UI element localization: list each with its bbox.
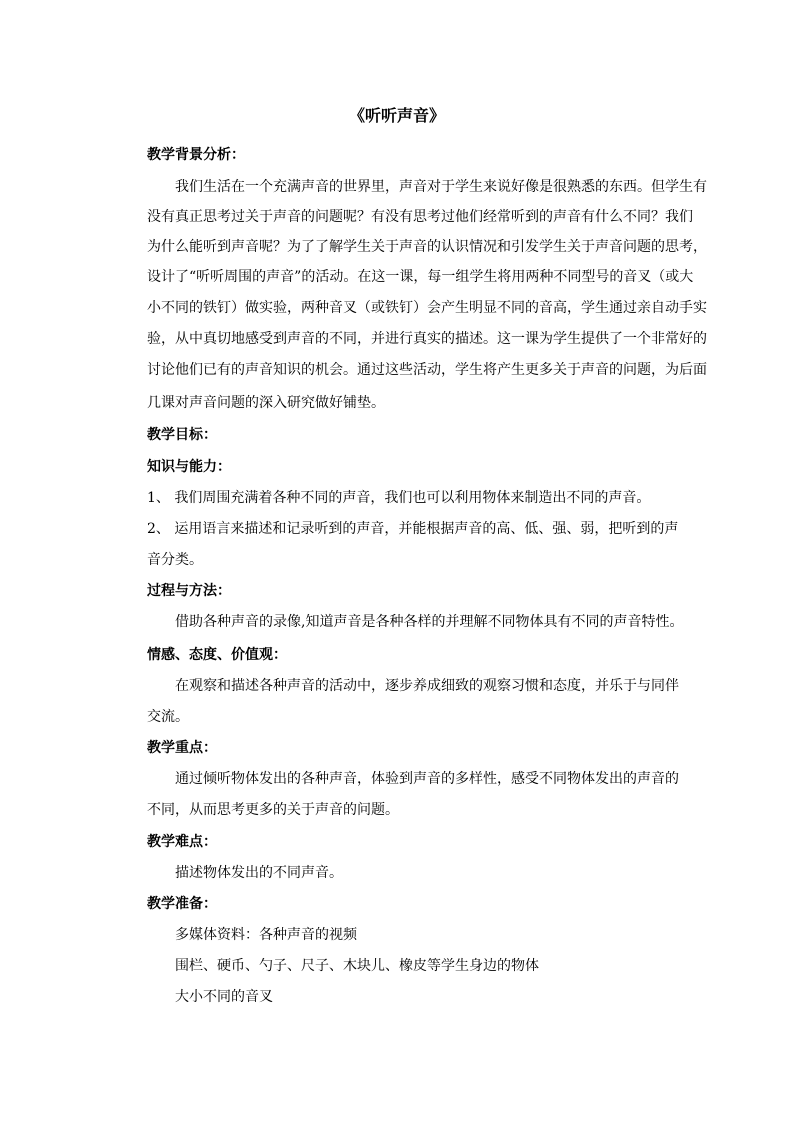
preparation-item: 围栏、硬币、勺子、尺子、木块儿、橡皮等学生身边的物体 [175, 958, 539, 974]
background-line: 为什么能听到声音呢？为了了解学生关于声音的认识情况和引发学生关于声音问题的思考， [147, 239, 707, 255]
difficulties-text: 描述物体发出的不同声音。 [175, 865, 343, 881]
background-line: 设计了“听听周围的声音”的活动。在这一课，每一组学生将用两种不同型号的音叉（或大 [147, 269, 694, 285]
difficulties-heading: 教学难点： [147, 834, 217, 850]
background-heading: 教学背景分析： [147, 147, 245, 163]
knowledge-item-2-cont: 音分类。 [147, 552, 203, 568]
process-heading: 过程与方法： [147, 583, 231, 599]
preparation-item: 大小不同的音叉 [175, 989, 273, 1005]
background-line: 验，从中真切地感受到声音的不同，并进行真实的描述。这一课为学生提供了一个非常好的 [147, 331, 707, 347]
key-points-text: 通过倾听物体发出的各种声音，体验到声音的多样性，感受不同物体发出的声音的 [175, 771, 679, 787]
document-title: 《听听声音》 [348, 106, 445, 125]
emotion-text: 在观察和描述各种声音的活动中，逐步养成细致的观察习惯和态度，并乐于与同伴 [175, 678, 679, 694]
process-text: 借助各种声音的录像,知道声音是各种各样的并理解不同物体具有不同的声音特性。 [175, 614, 684, 630]
emotion-text-cont: 交流。 [147, 709, 189, 725]
goals-heading: 教学目标： [147, 427, 217, 443]
emotion-heading: 情感、态度、价值观： [147, 647, 287, 663]
background-line: 没有真正思考过关于声音的问题呢？有没有思考过他们经常听到的声音有什么不同？我们 [147, 209, 693, 225]
background-line: 几课对声音问题的深入研究做好铺垫。 [147, 395, 385, 411]
key-points-text-cont: 不同，从而思考更多的关于声音的问题。 [147, 802, 399, 818]
background-line: 小不同的铁钉）做实验，两种音叉（或铁钉）会产生明显不同的音高，学生通过亲自动手实 [147, 300, 707, 316]
background-line: 我们生活在一个充满声音的世界里，声音对于学生来说好像是很熟悉的东西。但学生有 [175, 179, 707, 195]
preparation-heading: 教学准备： [147, 896, 217, 912]
knowledge-heading: 知识与能力： [147, 459, 231, 475]
background-line: 讨论他们已有的声音知识的机会。通过这些活动，学生将产生更多关于声音的问题，为后面 [147, 362, 707, 378]
knowledge-item-1: 1、 我们周围充满着各种不同的声音，我们也可以利用物体来制造出不同的声音。 [147, 490, 651, 506]
preparation-item: 多媒体资料：各种声音的视频 [175, 927, 357, 943]
knowledge-item-2: 2、 运用语言来描述和记录听到的声音，并能根据声音的高、低、强、弱，把听到的声 [147, 521, 679, 537]
key-points-heading: 教学重点： [147, 740, 217, 756]
